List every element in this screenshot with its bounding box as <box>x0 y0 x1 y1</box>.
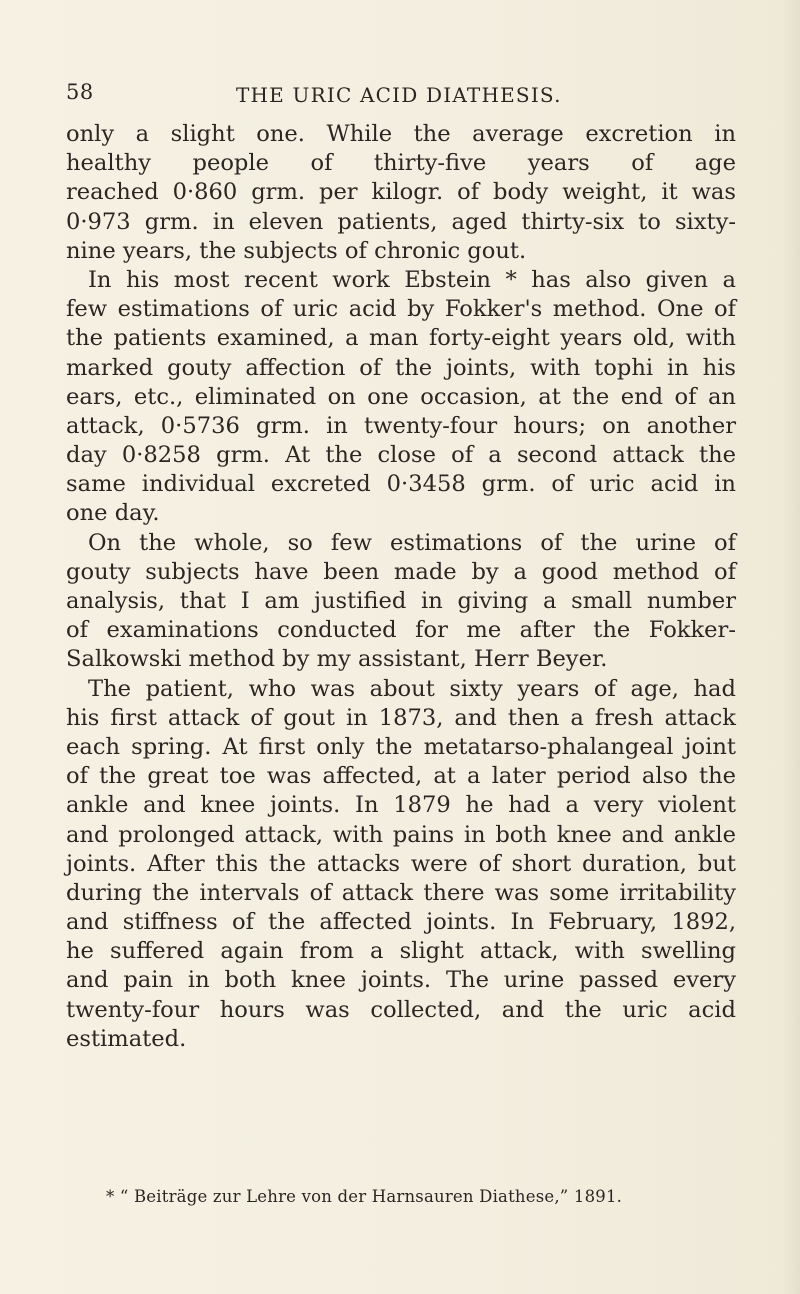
footnote: * “ Beiträge zur Lehre von der Harnsauren Diathese,” 1891. <box>106 1187 623 1206</box>
page-header <box>66 80 766 110</box>
text-line: The patient, who was about sixty years of age, had <box>88 675 736 702</box>
text-line: analysis, that I am justified in giving a small number <box>66 588 736 614</box>
text-line: only a slight one. While the average excretion in <box>66 121 736 147</box>
text-line: same individual excreted 0·3458 grm. of uric acid in <box>66 471 736 498</box>
text-line: twenty-four hours was collected, and the uric acid <box>66 996 736 1023</box>
text-line: gouty subjects have been made by a good method of <box>66 558 736 585</box>
text-line: ankle and knee joints. In 1879 he had a very violent <box>66 792 736 819</box>
text-line: joints. After this the attacks were of short duration, but <box>66 850 736 877</box>
text-line: the patients examined, a man forty-eight years old, with <box>66 325 736 352</box>
page-edge-shadow <box>782 0 800 1294</box>
text-line: nine years, the subjects of chronic gout. <box>66 237 527 264</box>
text-line: 0·973 grm. in eleven patients, aged thirty-six to sixty- <box>66 208 736 235</box>
text-line: marked gouty affection of the joints, with tophi in his <box>66 354 736 381</box>
text-line: his first attack of gout in 1873, and then a fresh attack <box>66 704 736 731</box>
body-text <box>66 120 736 1054</box>
text-line: healthy people of thirty-five years of age <box>66 150 736 177</box>
text-line: during the intervals of attack there was some irritability <box>66 879 736 906</box>
text-line: and stiffness of the affected joints. In February, 1892, <box>66 909 736 936</box>
text-line: and pain in both knee joints. The urine passed every <box>66 967 736 994</box>
text-line: day 0·8258 grm. At the close of a second attack the <box>66 442 736 469</box>
page-number: 58 <box>66 80 94 104</box>
text-line: one day. <box>66 500 160 527</box>
text-line: he suffered again from a slight attack, with swelling <box>66 938 736 965</box>
text-line: estimated. <box>66 1025 187 1052</box>
text-line: ears, etc., eliminated on one occasion, at the end of an <box>66 383 736 410</box>
text-line: Salkowski method by my assistant, Herr Beyer. <box>66 646 608 673</box>
text-line: On the whole, so few estimations of the urine of <box>88 529 736 556</box>
text-line: attack, 0·5736 grm. in twenty-four hours; on another <box>66 412 736 439</box>
text-line: of the great toe was affected, at a later period also the <box>66 763 736 790</box>
text-line: and prolonged attack, with pains in both knee and ankle <box>66 821 736 848</box>
text-line: reached 0·860 grm. per kilogr. of body weight, it was <box>66 179 736 206</box>
text-line: of examinations conducted for me after the Fokker- <box>66 617 736 644</box>
running-head: THE URIC ACID DIATHESIS. <box>236 83 562 107</box>
text-line: each spring. At first only the metatarso-phalangeal joint <box>66 733 736 760</box>
text-line: few estimations of uric acid by Fokker's method. One of <box>66 296 736 323</box>
text-line: In his most recent work Ebstein * has also given a <box>88 266 736 293</box>
